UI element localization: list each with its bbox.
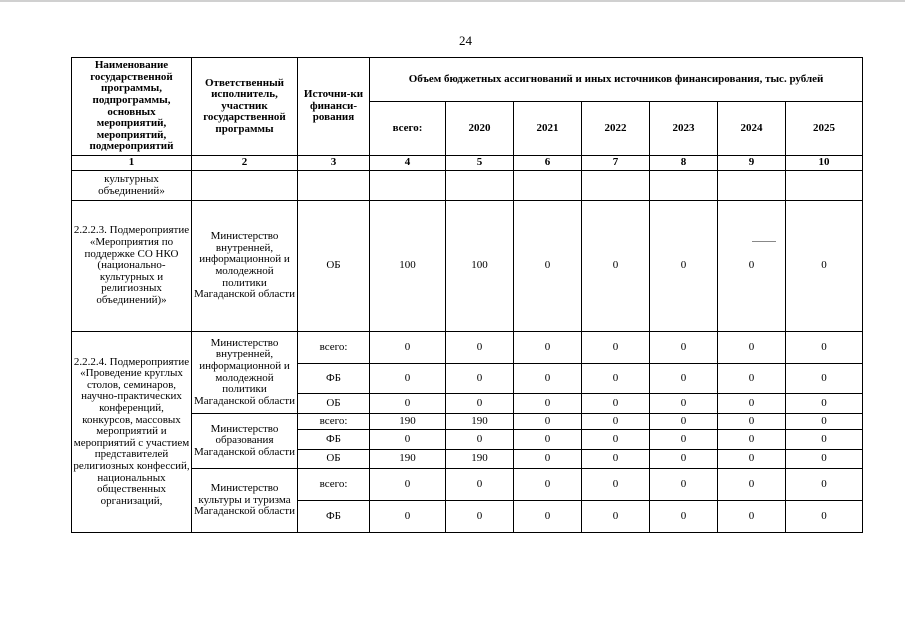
value-cell: 0 xyxy=(718,501,786,533)
header-total: всего: xyxy=(370,102,446,156)
value-cell: 0 xyxy=(446,430,514,450)
header-year-2025: 2025 xyxy=(786,102,863,156)
value-cell: 0 xyxy=(582,450,650,469)
row-2224-g1-total xyxy=(72,332,863,364)
value-cell: 0 xyxy=(446,394,514,414)
row-2224-executor-2: Министерство образования Магаданской области xyxy=(192,414,298,469)
budget-table xyxy=(71,57,863,533)
value-cell: 0 xyxy=(370,469,446,501)
source-cell: ОБ xyxy=(298,450,370,469)
row-2224-executor-3: Министерство культуры и туризма Магаданской области xyxy=(192,469,298,533)
page-number: 24 xyxy=(459,33,472,48)
col-number: 3 xyxy=(298,156,370,171)
value-cell: 0 xyxy=(650,364,718,394)
value-cell: 0 xyxy=(446,469,514,501)
source-cell: ОБ xyxy=(298,394,370,414)
column-numbers-row xyxy=(72,156,863,171)
value-cell: 0 xyxy=(718,201,786,332)
value-cell: 0 xyxy=(514,414,582,430)
value-cell: 100 xyxy=(370,201,446,332)
source-cell: всего: xyxy=(298,332,370,364)
col-number: 4 xyxy=(370,156,446,171)
value-cell: 0 xyxy=(514,201,582,332)
header-row-1 xyxy=(72,58,863,102)
row-2223-source: ОБ xyxy=(298,201,370,332)
col-number: 2 xyxy=(192,156,298,171)
value-cell: 0 xyxy=(650,501,718,533)
continuation-text: культурных объединений» xyxy=(72,171,192,201)
source-cell: ФБ xyxy=(298,430,370,450)
value-cell: 0 xyxy=(514,364,582,394)
value-cell: 190 xyxy=(446,414,514,430)
row-2223-name: 2.2.2.3. Подмероприятие «Мероприятия по поддержке СО НКО (национально-культурных и религиозных объединений)» xyxy=(72,201,192,332)
value-cell: 0 xyxy=(650,332,718,364)
value-cell: 190 xyxy=(446,450,514,469)
value-cell: 0 xyxy=(786,414,863,430)
value-cell: 0 xyxy=(718,430,786,450)
value-cell: 0 xyxy=(446,501,514,533)
value-cell: 0 xyxy=(786,201,863,332)
value-cell: 0 xyxy=(370,332,446,364)
value-cell: 0 xyxy=(718,332,786,364)
header-year-2023: 2023 xyxy=(650,102,718,156)
value-cell: 0 xyxy=(650,414,718,430)
value-cell: 0 xyxy=(786,332,863,364)
value-cell: 0 xyxy=(514,394,582,414)
header-source: Источни-ки финанси-рования xyxy=(298,58,370,156)
col-number: 5 xyxy=(446,156,514,171)
value-cell: 0 xyxy=(370,394,446,414)
value-cell: 0 xyxy=(446,364,514,394)
value-cell: 0 xyxy=(446,332,514,364)
value-cell: 0 xyxy=(650,430,718,450)
header-budget: Объем бюджетных ассигнований и иных источников финансирования, тыс. рублей xyxy=(370,58,863,102)
value-cell: 0 xyxy=(786,394,863,414)
header-year-2024: 2024 xyxy=(718,102,786,156)
value-cell: 190 xyxy=(370,414,446,430)
value-cell: 100 xyxy=(446,201,514,332)
value-cell: 0 xyxy=(514,430,582,450)
source-cell: всего: xyxy=(298,414,370,430)
top-border-line xyxy=(0,0,905,2)
col-number: 6 xyxy=(514,156,582,171)
value-cell: 190 xyxy=(370,450,446,469)
value-cell: 0 xyxy=(514,450,582,469)
value-cell: 0 xyxy=(718,394,786,414)
value-cell: 0 xyxy=(582,469,650,501)
value-cell: 0 xyxy=(718,364,786,394)
row-2223 xyxy=(72,201,863,332)
value-cell: 0 xyxy=(582,394,650,414)
value-cell: 0 xyxy=(650,450,718,469)
value-cell: 0 xyxy=(650,394,718,414)
col-number: 10 xyxy=(786,156,863,171)
col-number: 1 xyxy=(72,156,192,171)
row-2224-executor-1: Министерство внутренней, информационной и молодежной политики Магаданской области xyxy=(192,332,298,414)
value-cell: 0 xyxy=(514,501,582,533)
row-2224-name: 2.2.2.4. Подмероприятие «Проведение круглых столов, семинаров, научно-практических конференций, конкурсов, массовых мероприятий и мероприятий с участием представителей религиозных конфессий, национальных общественных организаций, xyxy=(72,332,192,533)
value-cell: 0 xyxy=(650,469,718,501)
header-year-2021: 2021 xyxy=(514,102,582,156)
value-cell: 0 xyxy=(786,501,863,533)
value-cell: 0 xyxy=(582,430,650,450)
value-cell: 0 xyxy=(582,501,650,533)
value-cell: 0 xyxy=(718,414,786,430)
value-cell: 0 xyxy=(582,364,650,394)
value-cell: 0 xyxy=(786,364,863,394)
value-cell: 0 xyxy=(582,332,650,364)
value-cell: 0 xyxy=(786,450,863,469)
value-cell: 0 xyxy=(370,430,446,450)
value-cell: 0 xyxy=(718,469,786,501)
value-cell: 0 xyxy=(786,430,863,450)
col-number: 9 xyxy=(718,156,786,171)
source-cell: ФБ xyxy=(298,364,370,394)
header-name: Наименование государственной программы, подпрограммы, основных мероприятий, мероприятий, подмероприятий xyxy=(72,58,192,156)
header-executor: Ответственный исполнитель, участник государственной программы xyxy=(192,58,298,156)
value-cell: 0 xyxy=(786,469,863,501)
value-cell: 0 xyxy=(370,501,446,533)
row-2223-executor: Министерство внутренней, информационной и молодежной политики Магаданской области xyxy=(192,201,298,332)
value-cell: 0 xyxy=(718,450,786,469)
value-cell: 0 xyxy=(582,414,650,430)
source-cell: всего: xyxy=(298,469,370,501)
value-cell: 0 xyxy=(514,332,582,364)
col-number: 7 xyxy=(582,156,650,171)
value-cell: 0 xyxy=(650,201,718,332)
source-cell: ФБ xyxy=(298,501,370,533)
header-year-2022: 2022 xyxy=(582,102,650,156)
header-year-2020: 2020 xyxy=(446,102,514,156)
continuation-row xyxy=(72,171,863,201)
col-number: 8 xyxy=(650,156,718,171)
value-cell: 0 xyxy=(582,201,650,332)
value-cell: 0 xyxy=(514,469,582,501)
value-cell: 0 xyxy=(370,364,446,394)
